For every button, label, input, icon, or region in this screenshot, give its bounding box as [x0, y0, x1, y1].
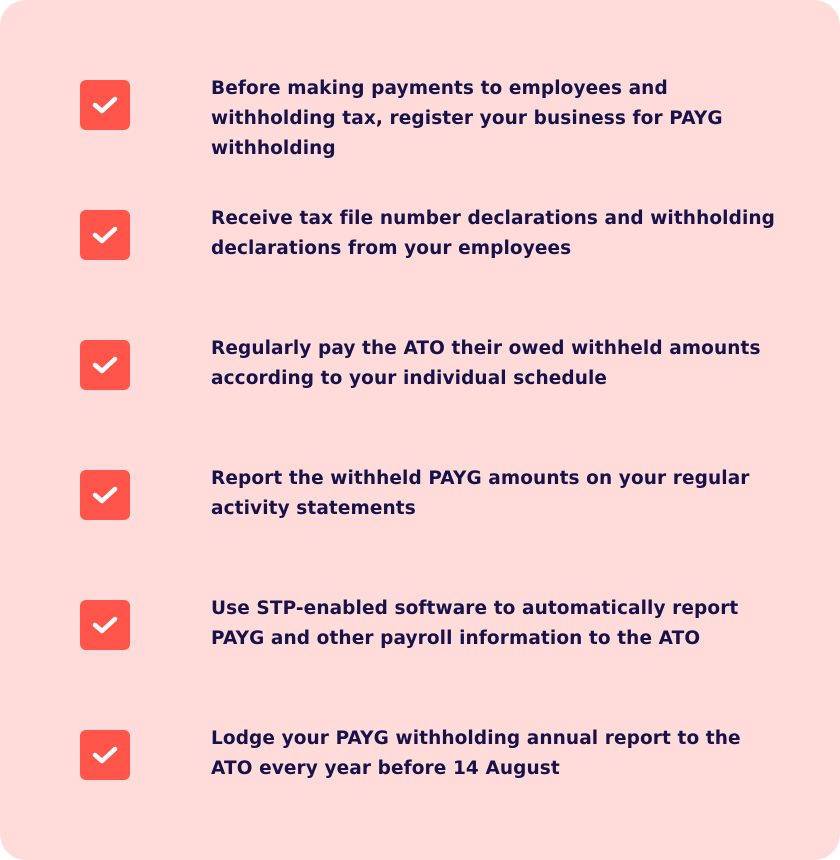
- checklist-item: [0, 80, 840, 210]
- checklist-item: [0, 210, 840, 340]
- checkbox-checked-icon: [80, 80, 130, 130]
- checklist-item-text: Use STP-enabled software to automatically report PAYG and other payroll information to the ATO: [211, 598, 739, 649]
- checkbox-checked-icon: [80, 470, 130, 520]
- checklist-item-text: Receive tax file number declarations and withholding declarations from your employees: [211, 208, 775, 259]
- checkbox-checked-icon: [80, 600, 130, 650]
- checklist-item: [0, 730, 840, 860]
- checkbox-checked-icon: [80, 210, 130, 260]
- checklist-item: [0, 470, 840, 600]
- checklist-item-text: Before making payments to employees and withholding tax, register your business for PAYG withholding: [211, 78, 723, 159]
- checklist-item-text: Report the withheld PAYG amounts on your regular activity statements: [211, 468, 750, 519]
- checklist-item-text: Regularly pay the ATO their owed withheld amounts according to your individual schedule: [211, 338, 761, 389]
- checklist-item: [0, 600, 840, 730]
- checklist-item-text: Lodge your PAYG withholding annual report to the ATO every year before 14 August: [211, 728, 741, 779]
- checklist-item: [0, 340, 840, 470]
- checkbox-checked-icon: [80, 340, 130, 390]
- checkbox-checked-icon: [80, 730, 130, 780]
